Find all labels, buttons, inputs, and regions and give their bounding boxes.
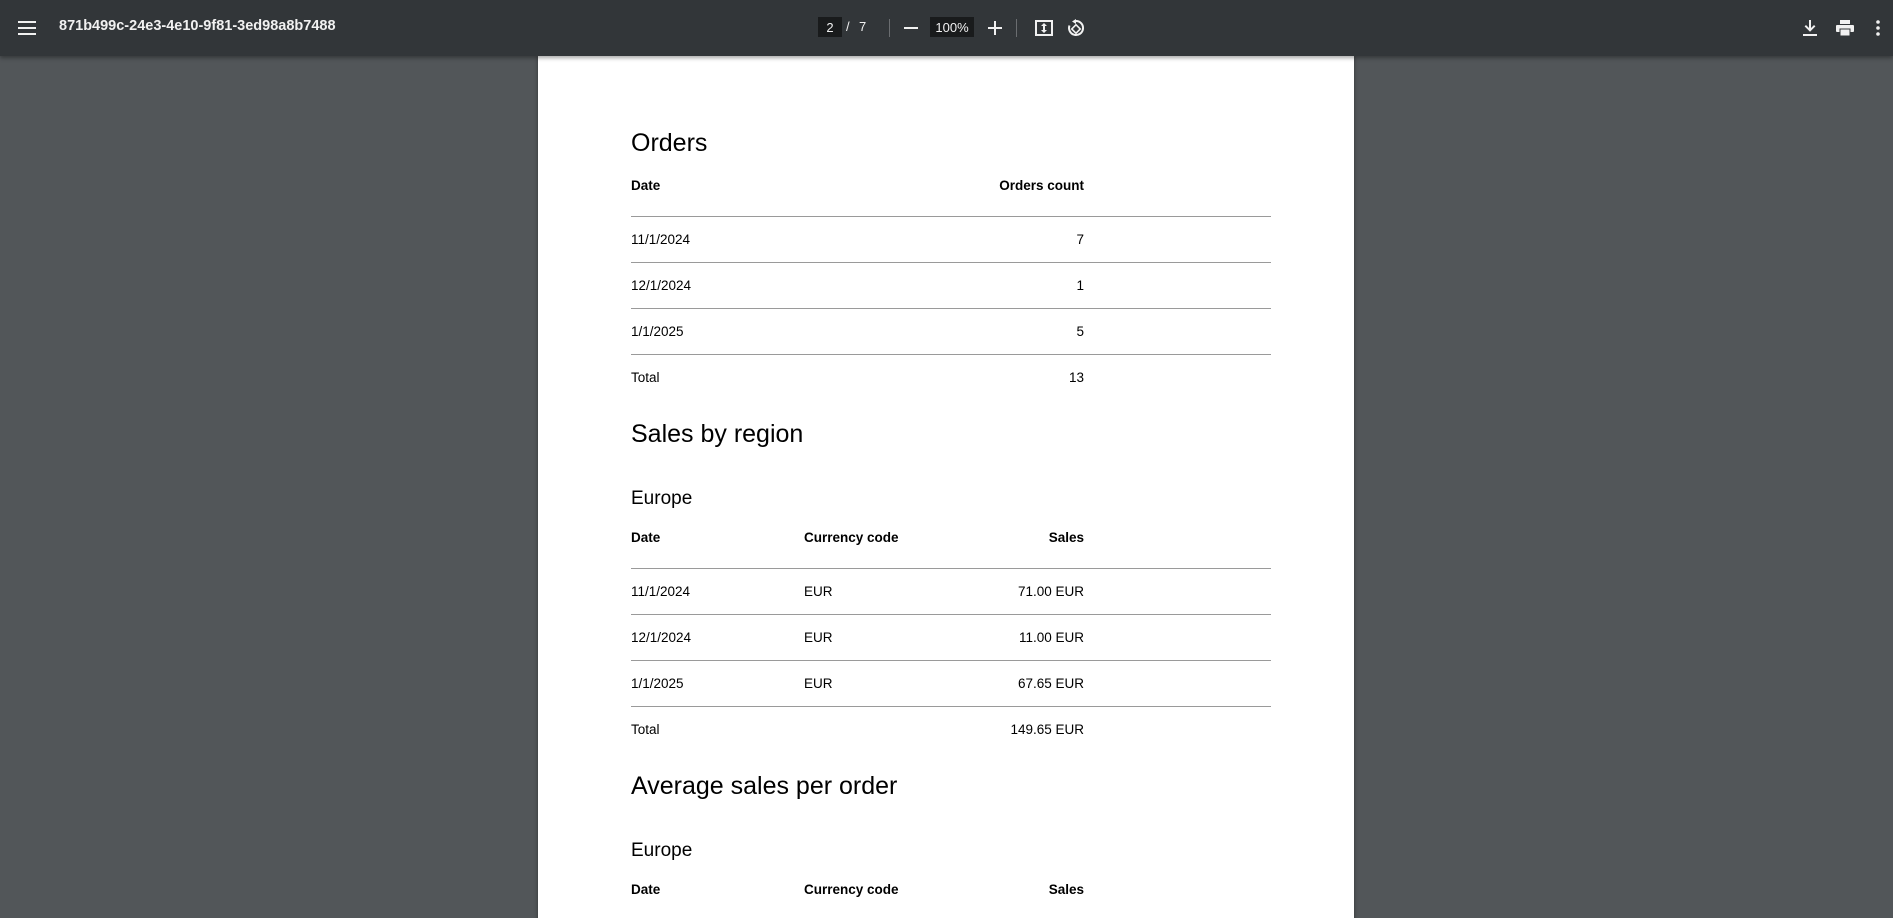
zoom-input[interactable]	[930, 17, 974, 37]
avg-sales-table	[631, 882, 1271, 918]
cell-date: 1/1/2025	[631, 309, 804, 355]
column-header: Currency code	[804, 530, 944, 569]
table-row	[631, 217, 1271, 263]
cell-spacer	[1084, 615, 1271, 661]
table-row	[631, 569, 1271, 615]
print-icon[interactable]	[1829, 12, 1861, 44]
cell-sales: 67.65 EUR	[944, 661, 1084, 707]
table-row	[631, 309, 1271, 355]
cell-spacer	[1084, 309, 1271, 355]
table-header-row	[631, 178, 1271, 217]
column-header-spacer	[1084, 882, 1271, 918]
table-header-row	[631, 530, 1271, 569]
minus-icon[interactable]	[895, 12, 927, 44]
cell-total-value: 149.65 EUR	[1010, 722, 1084, 737]
cell-total-label: Total	[631, 370, 660, 385]
column-header: Date	[631, 882, 804, 918]
column-header: Orders count	[804, 178, 1084, 217]
cell-sales: 11.00 EUR	[944, 615, 1084, 661]
menu-icon[interactable]	[11, 12, 43, 44]
cell-total-value: 13	[1068, 370, 1084, 385]
cell-total-currency	[804, 707, 944, 753]
pdf-page	[538, 56, 1354, 918]
cell-date: 1/1/2025	[631, 661, 804, 707]
cell-spacer	[1084, 217, 1271, 263]
orders-table	[631, 178, 1271, 400]
cell-currency: EUR	[804, 569, 944, 615]
cell-total-label: Total	[631, 722, 660, 737]
column-header: Currency code	[804, 882, 944, 918]
column-header-spacer	[1084, 178, 1271, 217]
avg-sales-subheading: Europe	[631, 840, 693, 861]
column-header: Sales	[944, 882, 1084, 918]
cell-orders-count: 7	[804, 217, 1084, 263]
table-row	[631, 615, 1271, 661]
cell-spacer	[1084, 263, 1271, 309]
cell-sales: 71.00 EUR	[944, 569, 1084, 615]
fit-to-page-icon[interactable]	[1028, 12, 1060, 44]
cell-date: 11/1/2024	[631, 217, 804, 263]
toolbar-divider	[889, 19, 890, 37]
cell-currency: EUR	[804, 615, 944, 661]
sales-by-region-heading: Sales by region	[631, 420, 804, 448]
avg-sales-heading: Average sales per order	[631, 772, 898, 800]
more-vert-icon[interactable]	[1868, 12, 1888, 44]
cell-orders-count: 1	[804, 263, 1084, 309]
table-row	[631, 661, 1271, 707]
toolbar-divider	[1016, 19, 1017, 37]
page-separator: /	[846, 19, 850, 34]
table-total-row	[631, 707, 1271, 753]
sales-region-subheading: Europe	[631, 488, 693, 509]
orders-heading: Orders	[631, 129, 708, 157]
cell-date: 11/1/2024	[631, 569, 804, 615]
sales-by-region-table	[631, 530, 1271, 752]
document-title: 871b499c-24e3-4e10-9f81-3ed98a8b7488	[59, 18, 336, 34]
cell-date: 12/1/2024	[631, 263, 804, 309]
cell-spacer	[1084, 569, 1271, 615]
cell-currency: EUR	[804, 661, 944, 707]
column-header-spacer	[1084, 530, 1271, 569]
plus-icon[interactable]	[979, 12, 1011, 44]
page-number-input[interactable]	[818, 17, 842, 37]
column-header: Date	[631, 530, 804, 569]
total-pages: 7	[859, 19, 867, 34]
pdf-viewer[interactable]	[0, 56, 1893, 918]
cell-spacer	[1084, 661, 1271, 707]
pdf-toolbar	[0, 0, 1893, 56]
column-header: Sales	[944, 530, 1084, 569]
rotate-icon[interactable]	[1060, 12, 1092, 44]
table-header-row	[631, 882, 1271, 918]
table-row	[631, 263, 1271, 309]
table-total-row	[631, 355, 1271, 401]
download-icon[interactable]	[1794, 12, 1826, 44]
cell-orders-count: 5	[804, 309, 1084, 355]
cell-spacer	[1084, 355, 1271, 401]
column-header: Date	[631, 178, 804, 217]
cell-spacer	[1084, 707, 1271, 753]
cell-date: 12/1/2024	[631, 615, 804, 661]
